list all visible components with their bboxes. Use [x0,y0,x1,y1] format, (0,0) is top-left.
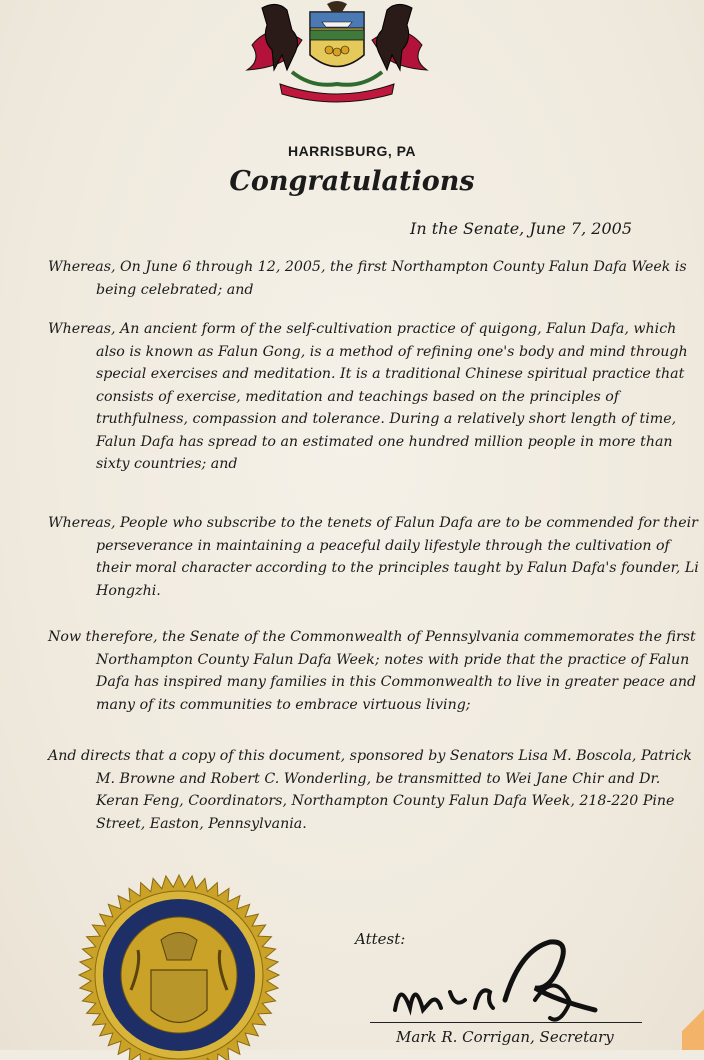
senate-date-line: In the Senate, June 7, 2005 [410,219,632,238]
attest-label: Attest: [355,930,406,948]
paragraph-whereas-1: Whereas, On June 6 through 12, 2005, the first Northampton County Falun Dafa Week is being celebrated; and [48,259,687,298]
certificate-title: Congratulations [229,166,475,197]
paragraph-now-therefore: Now therefore, the Senate of the Commonwealth of Pennsylvania commemorates the first Northampton County Falun Dafa Week; notes with pride that the practice of Falun Dafa has inspired many families in this Commonwealth to live in greater peace and many of its communities to embrace virtuous living; [48,629,697,713]
signer-name: Mark R. Corrigan, Secretary [396,1028,614,1046]
handwritten-signature-icon [355,930,655,1040]
paragraph-whereas-2: Whereas, An ancient form of the self-cultivation practice of quigong, Falun Dafa, which also is known as Falun Gong, is a method of refining one's body and mind through special exercises and meditation. It is a traditional Chinese spiritual practice that consists of exercise, meditation and teachings based on the principles of truthfulness, compassion and tolerance. During a relatively short length of time, Falun Dafa has spread to an estimated one hundred million people in more than sixty countries; and [48,321,688,472]
paragraph-and-directs: And directs that a copy of this document, sponsored by Senators Lisa M. Boscola, Patrick M. Browne and Robert C. Wonderling, be transmitted to Wei Jane Chir and Dr. Keran Feng, Coordinators, Northampton County Falun Dafa Week, 218-220 Pine Street, Easton, Pennsylvania. [48,748,692,832]
paragraph-whereas-3: Whereas, People who subscribe to the tenets of Falun Dafa are to be commended for their perseverance in maintaining a peaceful daily lifestyle through the cultivation of their moral character according to the principles taught by Falun Dafa's founder, Li Hongzhi. [48,515,699,599]
senate-gold-seal-icon [66,870,292,1060]
pennsylvania-coat-of-arms-icon [232,0,442,104]
paper-edge-corner [682,990,704,1050]
city-heading: HARRISBURG, PA [287,143,417,159]
signature-line [370,1022,642,1023]
